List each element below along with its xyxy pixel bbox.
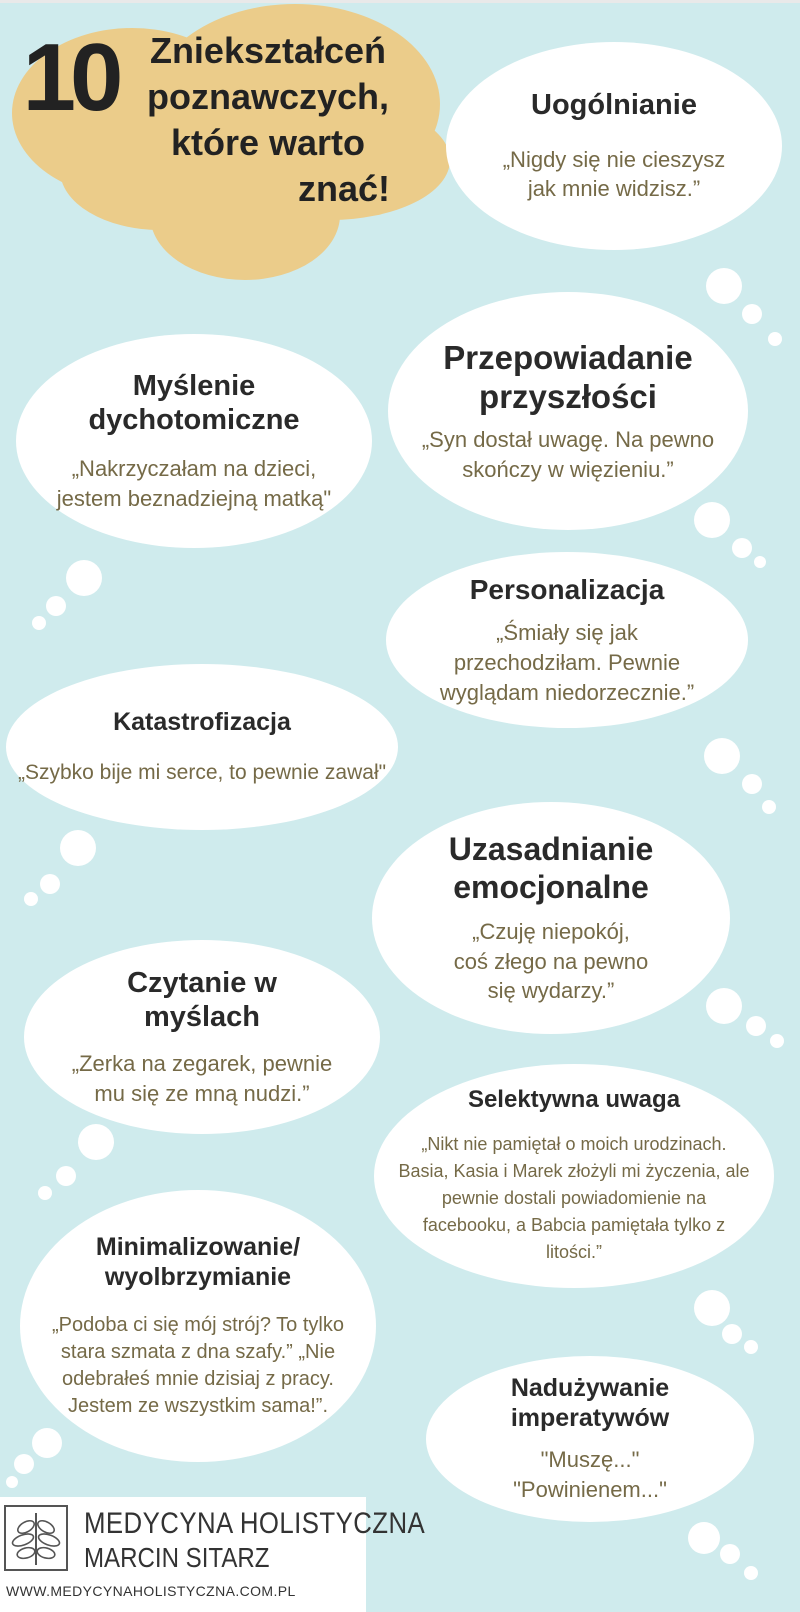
thought-dot xyxy=(694,502,730,538)
thought-dot xyxy=(14,1454,34,1474)
thought-dot xyxy=(46,596,66,616)
thought-dot xyxy=(56,1166,76,1186)
bubble-title: Nadużywanie imperatywów xyxy=(510,1374,670,1433)
bubble-quote: "Muszę..." "Powinienem..." xyxy=(513,1447,667,1502)
bubble-title: Uzasadnianie emocjonalne xyxy=(448,831,654,906)
bubble-title: Personalizacja xyxy=(469,573,665,605)
leaf-emblem-icon xyxy=(4,1505,68,1571)
thought-dot xyxy=(24,892,38,906)
bubble-uzasadnianie xyxy=(372,802,730,1034)
bubble-quote: „Szybko bije mi serce, to pewnie zawał" xyxy=(17,760,387,784)
thought-dot xyxy=(688,1522,720,1554)
thought-dot xyxy=(762,800,776,814)
bubble-minimalizowanie xyxy=(20,1190,376,1462)
thought-dot xyxy=(38,1186,52,1200)
bubble-naduzywanie xyxy=(426,1356,754,1522)
thought-dot xyxy=(742,774,762,794)
thought-dot xyxy=(768,332,782,346)
header-cloud xyxy=(0,0,460,290)
thought-dot xyxy=(744,1340,758,1354)
bubble-title: Przepowiadanie przyszłości xyxy=(443,338,693,416)
bubble-selektywna xyxy=(374,1064,774,1288)
thought-dot xyxy=(742,304,762,324)
thought-dot xyxy=(706,988,742,1024)
thought-dot xyxy=(746,1016,766,1036)
website-link[interactable]: WWW.MEDYCYNAHOLISTYCZNA.COM.PL xyxy=(6,1583,296,1599)
thought-dot xyxy=(754,556,766,568)
thought-dot xyxy=(720,1544,740,1564)
bubble-title: Czytanie w myślach xyxy=(127,966,277,1034)
bubble-przepowiadanie xyxy=(388,292,748,530)
thought-dot xyxy=(78,1124,114,1160)
thought-dot xyxy=(722,1324,742,1344)
thought-dot xyxy=(706,268,742,304)
thought-dot xyxy=(6,1476,18,1488)
bubble-quote: „Nakrzyczałam na dzieci, jestem beznadziejną matką" xyxy=(56,456,332,511)
bubble-quote: „Zerka na zegarek, pewnie mu się ze mną nudzi.” xyxy=(71,1051,333,1106)
bubble-uogolnianie xyxy=(446,42,782,250)
brand-name: MEDYCYNA HOLISTYCZNA xyxy=(84,1507,426,1540)
bubble-myslenie xyxy=(16,334,372,548)
header-number: 10 xyxy=(22,24,118,131)
thought-dot xyxy=(60,830,96,866)
bubble-title: Selektywna uwaga xyxy=(467,1086,681,1114)
thought-dot xyxy=(40,874,60,894)
thought-dot xyxy=(66,560,102,596)
thought-dot xyxy=(32,616,46,630)
thought-dot xyxy=(744,1566,758,1580)
bubble-quote: „Nigdy się nie cieszysz jak mnie widzisz.” xyxy=(502,146,726,202)
bubble-katastrofizacja xyxy=(6,664,398,830)
footer-brand xyxy=(0,1497,426,1612)
bubble-quote: „Syn dostał uwagę. Na pewno skończy w więzieniu.” xyxy=(421,426,715,482)
thought-dot xyxy=(694,1290,730,1326)
bubble-title: Myślenie dychotomiczne xyxy=(88,369,300,437)
header-title: Zniekształceń poznawczych, które warto znać! xyxy=(146,30,390,209)
bubble-czytanie xyxy=(24,940,380,1134)
thought-dot xyxy=(770,1034,784,1048)
bubble-personalizacja xyxy=(386,552,748,728)
brand-author: MARCIN SITARZ xyxy=(84,1542,270,1573)
bubble-quote: „Czuję niepokój, coś złego na pewno się wydarzy.” xyxy=(453,918,649,1004)
bubble-title: Minimalizowanie/ wyolbrzymianie xyxy=(95,1233,301,1291)
bubble-quote: „Nikt nie pamiętał o moich urodzinach. Basia, Kasia i Marek złożyli mi życzenia, ale pewnie dostali powiadomienie na facebooku, a Babcia pamiętała tylko z litości.” xyxy=(398,1133,750,1262)
thought-dot xyxy=(704,738,740,774)
bubble-quote: „Podoba ci się mój strój? To tylko stara szmata z dna szafy.” „Nie odebrałeś mnie dzisiaj z pracy. Jestem ze wszystkim sama!”. xyxy=(52,1314,344,1417)
bubble-title: Uogólnianie xyxy=(531,88,697,121)
thought-dot xyxy=(32,1428,62,1458)
thought-dot xyxy=(732,538,752,558)
bubble-quote: „Śmiały się jak przechodziłam. Pewnie wyglądam niedorzecznie.” xyxy=(439,620,695,705)
bubble-title: Katastrofizacja xyxy=(113,707,291,736)
